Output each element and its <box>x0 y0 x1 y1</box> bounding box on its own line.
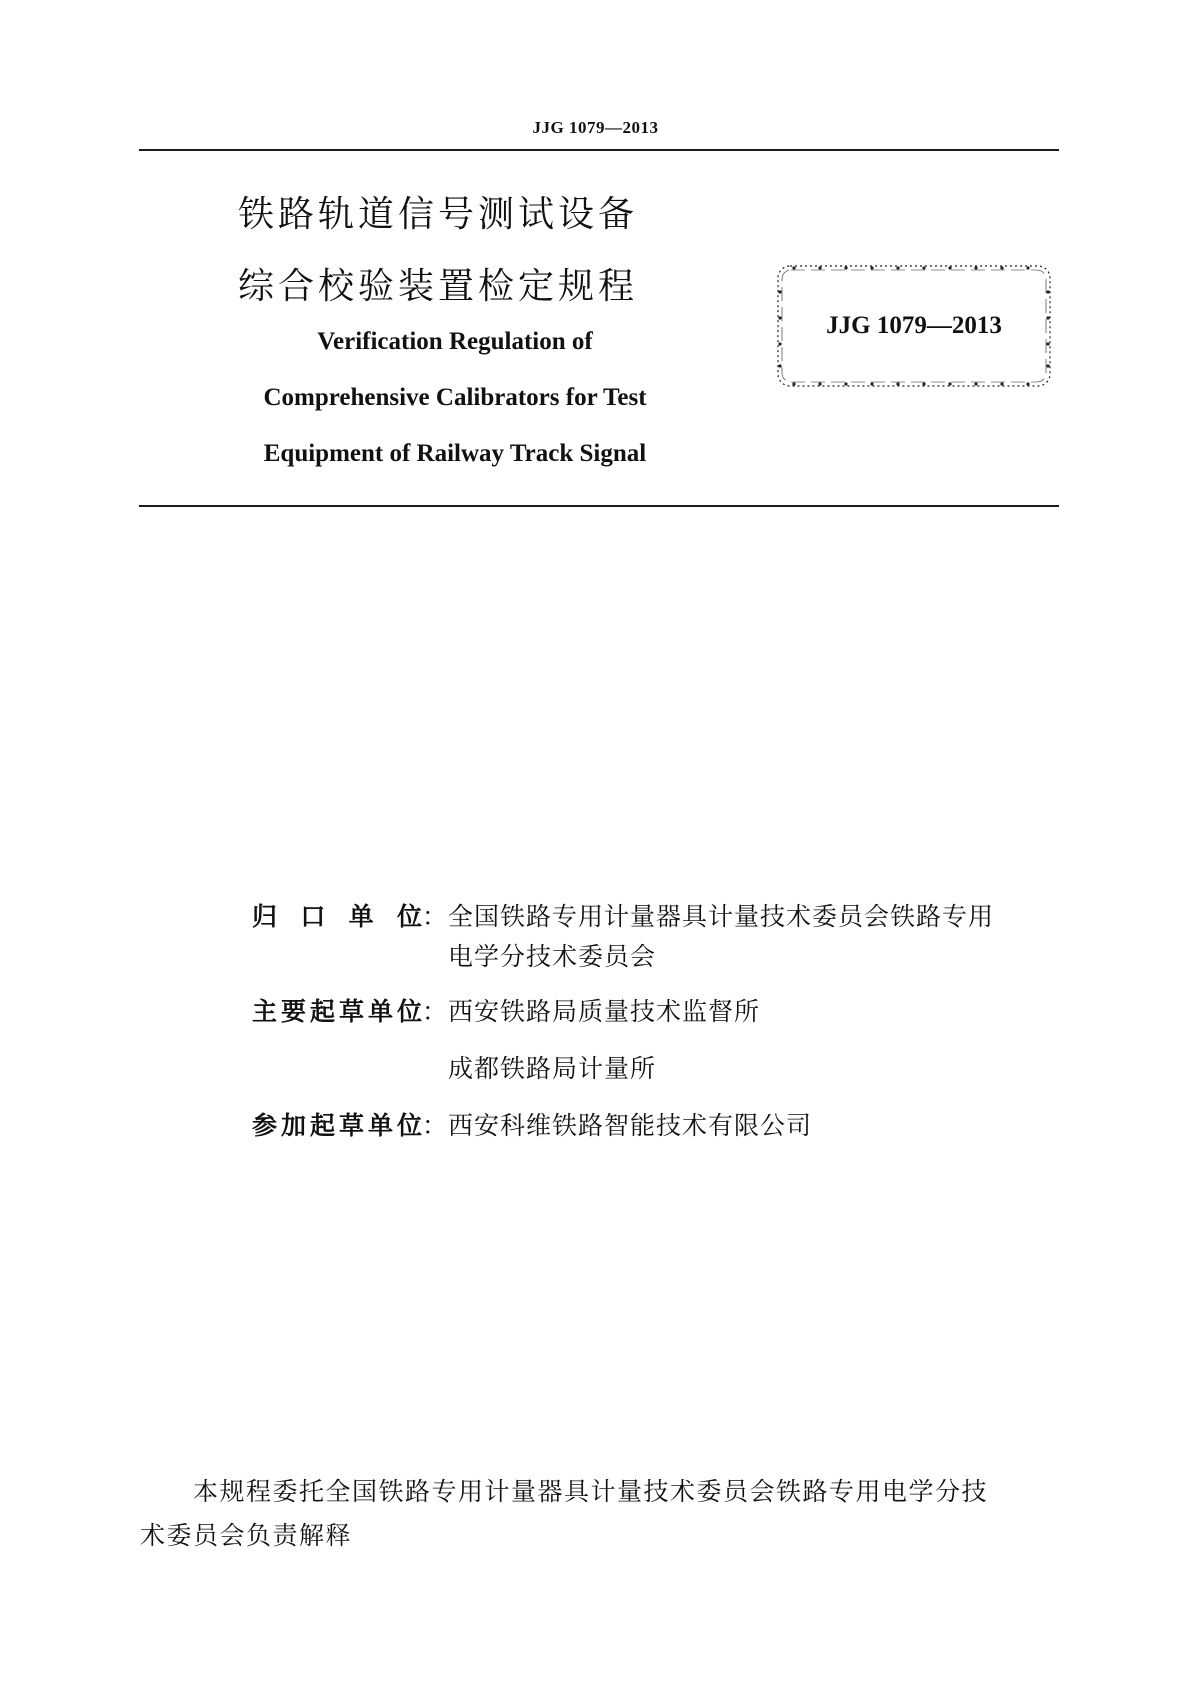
main-drafting-unit-label: 主要起草单位 <box>252 997 422 1026</box>
standard-code: JJG 1079—2013 <box>826 312 1002 339</box>
label-colon: ： <box>422 1111 448 1140</box>
interpretation-note-line-1: 本规程委托全国铁路专用计量器具计量技术委员会铁路专用电学分技 <box>193 1477 989 1506</box>
label-colon: ： <box>422 997 448 1026</box>
participating-drafting-unit-label: 参加起草单位 <box>252 1111 422 1140</box>
title-chinese-line-1: 铁路轨道信号测试设备 <box>238 194 639 235</box>
interpretation-note-line-2: 术委员会负责解释 <box>140 1521 353 1550</box>
main-drafting-unit-value-1: 西安铁路局质量技术监督所 <box>448 997 761 1026</box>
main-drafting-unit-value-2: 成都铁路局计量所 <box>448 1054 657 1083</box>
bottom-divider <box>139 505 1059 507</box>
centralized-unit-value-line-2: 电学分技术委员会 <box>448 942 657 971</box>
participating-drafting-unit-value: 西安科维铁路智能技术有限公司 <box>448 1111 813 1140</box>
centralized-unit-value: 全国铁路专用计量器具计量技术委员会铁路专用 <box>448 902 995 931</box>
top-divider <box>139 149 1059 151</box>
title-english-line-3: Equipment of Railway Track Signal <box>263 440 647 467</box>
title-english-line-1: Verification Regulation of <box>317 328 593 355</box>
standard-code-frame <box>774 262 1054 390</box>
running-header-code: JJG 1079—2013 <box>532 118 659 137</box>
title-chinese-line-2: 综合校验装置检定规程 <box>238 266 639 307</box>
centralized-unit-label: 归口单位 <box>252 902 422 931</box>
title-english-line-2: Comprehensive Calibrators for Test <box>263 384 647 411</box>
label-colon: ： <box>422 902 448 931</box>
